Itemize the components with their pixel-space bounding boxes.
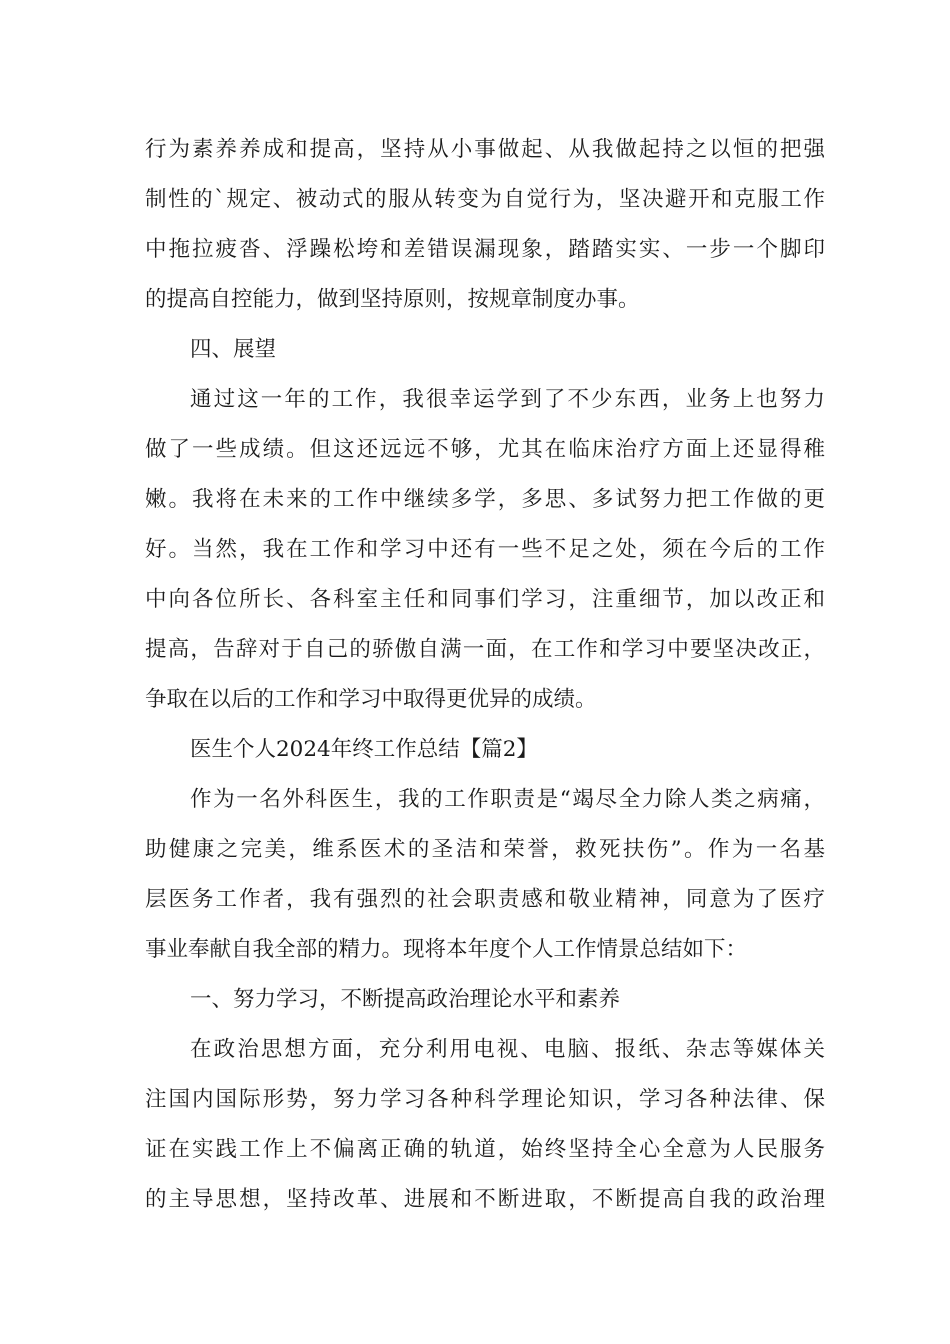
section-heading: 一、努力学习，不断提高政治理论水平和素养: [190, 987, 621, 1012]
paragraph-line: 层医务工作者，我有强烈的社会职责感和敬业精神，同意为了医疗: [145, 887, 825, 912]
paragraph-line: 事业奉献自我全部的精力。现将本年度个人工作情景总结如下：: [145, 937, 748, 962]
paragraph-line: 助健康之完美，维系医术的圣洁和荣誉，救死扶伤”。作为一名基: [145, 837, 825, 862]
paragraph-line: 作为一名外科医生，我的工作职责是“竭尽全力除人类之病痛，: [190, 787, 825, 812]
paragraph-line: 好。当然，我在工作和学习中还有一些不足之处，须在今后的工作: [145, 537, 825, 562]
paragraph-line: 争取在以后的工作和学习中取得更优异的成绩。: [145, 687, 597, 712]
paragraph-line: 通过这一年的工作，我很幸运学到了不少东西，业务上也努力: [190, 387, 825, 412]
paragraph-line: 制性的`规定、被动式的服从转变为自觉行为，坚决避开和克服工作: [145, 187, 825, 212]
paragraph-line: 注国内国际形势，努力学习各种科学理论知识，学习各种法律、保: [145, 1087, 825, 1112]
paragraph-line: 的提高自控能力，做到坚持原则，按规章制度办事。: [145, 287, 640, 312]
paragraph-line: 行为素养养成和提高，坚持从小事做起、从我做起持之以恒的把强: [145, 137, 825, 162]
paragraph-line: 中向各位所长、各科室主任和同事们学习，注重细节，加以改正和: [145, 587, 825, 612]
section-title: 医生个人2024年终工作总结【篇2】: [190, 737, 538, 762]
section-heading: 四、展望: [190, 337, 277, 362]
paragraph-line: 中拖拉疲沓、浮躁松垮和差错误漏现象，踏踏实实、一步一个脚印: [145, 237, 825, 262]
paragraph-line: 做了一些成绩。但这还远远不够，尤其在临床治疗方面上还显得稚: [145, 437, 825, 462]
paragraph-line: 提高，告辞对于自己的骄傲自满一面，在工作和学习中要坚决改正，: [145, 637, 825, 662]
paragraph-line: 在政治思想方面，充分利用电视、电脑、报纸、杂志等媒体关: [190, 1037, 825, 1062]
paragraph-line: 嫩。我将在未来的工作中继续多学，多思、多试努力把工作做的更: [145, 487, 825, 512]
paragraph-line: 证在实践工作上不偏离正确的轨道，始终坚持全心全意为人民服务: [145, 1137, 825, 1162]
paragraph-line: 的主导思想，坚持改革、进展和不断进取，不断提高自我的政治理: [145, 1187, 825, 1212]
